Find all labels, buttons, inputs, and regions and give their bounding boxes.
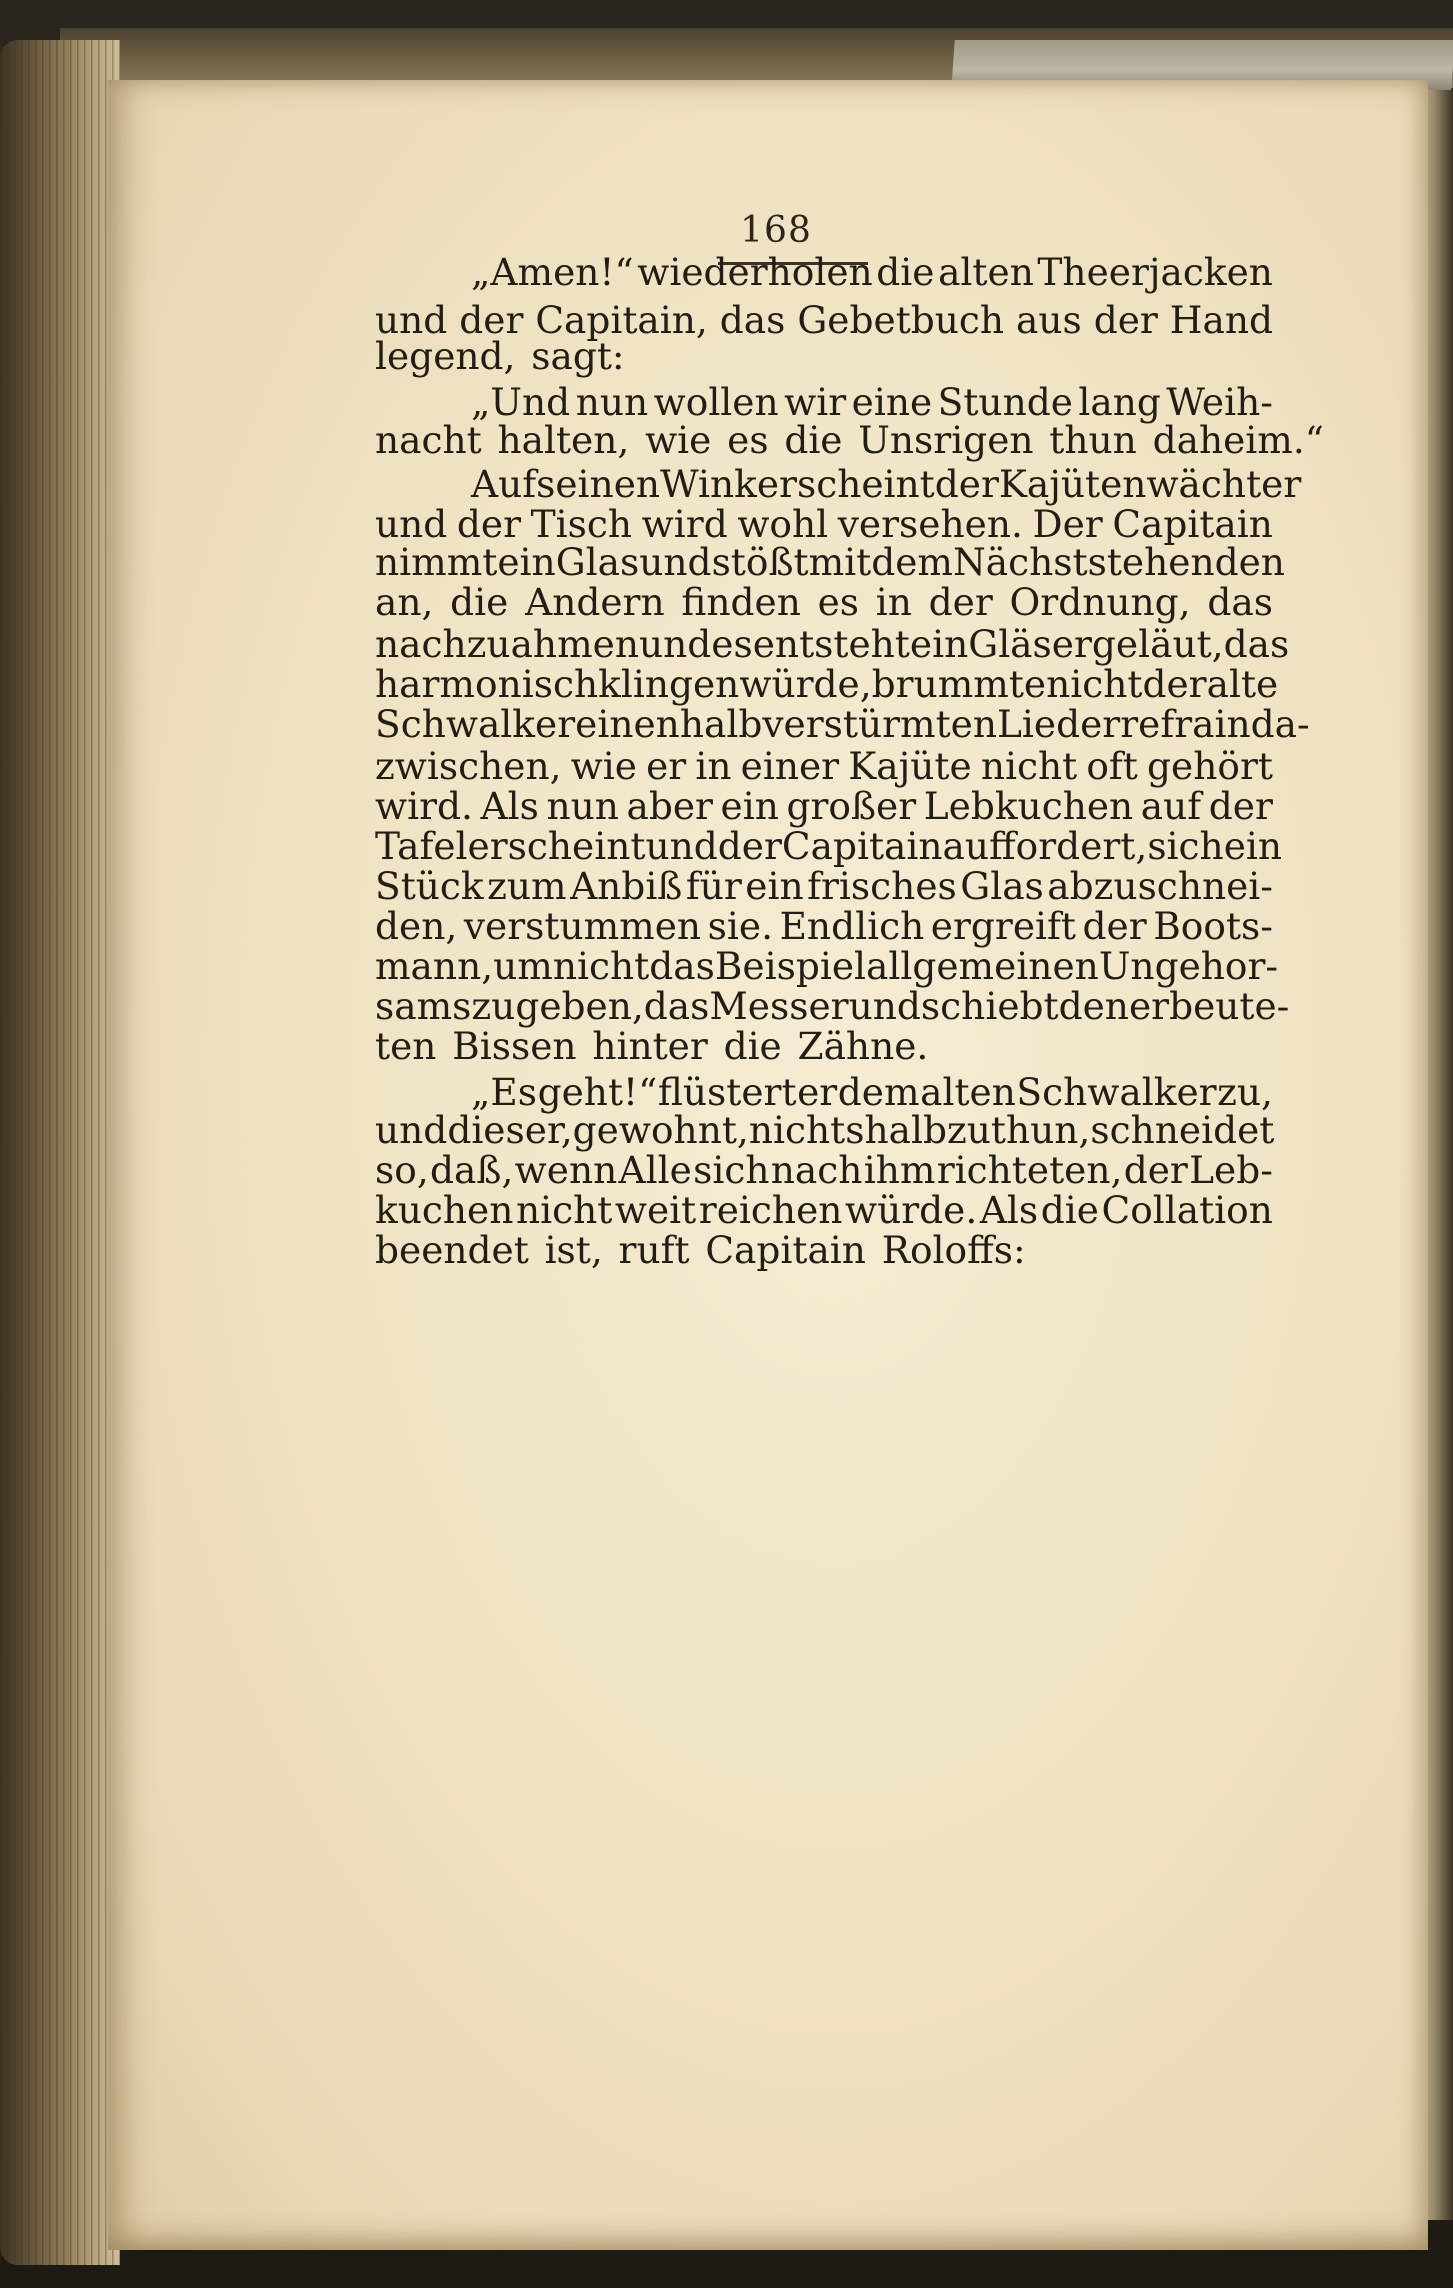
text-line — [375, 418, 1324, 462]
text-word: Capitain, — [535, 298, 708, 342]
text-word: Liederrefrain — [997, 702, 1251, 746]
text-word: wie — [570, 744, 637, 788]
text-word: Tafel — [375, 824, 468, 868]
text-word: nicht — [552, 944, 650, 988]
text-line — [375, 1230, 1273, 1270]
text-word: es — [727, 418, 769, 462]
text-word: ist, — [544, 1228, 603, 1272]
page-number: 168 — [740, 210, 812, 251]
text-word: Kajütenwächter — [998, 462, 1302, 506]
text-word: so, — [375, 1148, 429, 1192]
text-word: Capitain — [705, 1228, 866, 1272]
text-word: reichen — [698, 1188, 843, 1232]
text-word: der — [1123, 1148, 1188, 1192]
text-word: den — [1058, 984, 1129, 1028]
text-word: halten, — [497, 418, 630, 462]
text-line — [375, 944, 1279, 988]
text-word: Anbiß — [570, 864, 683, 908]
text-word: erscheint — [756, 462, 935, 506]
text-word: lang — [1078, 380, 1161, 424]
text-word: nachzuahmen — [375, 622, 639, 666]
text-word: seinen — [536, 462, 661, 506]
text-word: in — [875, 580, 912, 624]
text-word: einen — [575, 702, 680, 746]
text-word: würde, — [739, 662, 872, 706]
text-word: alten — [938, 250, 1034, 294]
text-line — [375, 906, 1273, 946]
text-line — [375, 746, 1273, 786]
text-word: allgemeinen — [866, 944, 1099, 988]
text-word: flüstert — [657, 1070, 797, 1114]
text-word: Stunde — [937, 380, 1073, 424]
text-word: da- — [1250, 702, 1310, 746]
text-word: kuchen — [375, 1188, 514, 1232]
text-line — [375, 622, 1290, 666]
text-word: in — [695, 744, 732, 788]
text-line — [375, 702, 1310, 746]
text-line — [375, 1110, 1273, 1150]
text-word: ihm — [863, 1148, 936, 1192]
text-word: würde. — [844, 1188, 978, 1232]
text-line — [375, 662, 1279, 706]
text-word: Gebetbuch — [797, 298, 1005, 342]
text-word: die — [876, 250, 935, 294]
text-word: Schwalker — [1016, 1070, 1217, 1114]
text-word: Glas — [960, 864, 1044, 908]
text-word: harmonisch — [375, 662, 599, 706]
text-word: brummte — [871, 662, 1047, 706]
text-word: ein — [1223, 824, 1283, 868]
text-line — [375, 336, 1273, 376]
text-word: Boots- — [1153, 904, 1273, 948]
text-word: Unsrigen — [858, 418, 1034, 462]
text-word: der — [459, 298, 524, 342]
text-word: Capitain — [1112, 502, 1273, 546]
text-word: der — [1082, 904, 1147, 948]
text-word: auf — [1140, 784, 1202, 828]
text-word: der — [717, 824, 782, 868]
text-word: Kajüte — [848, 744, 972, 788]
text-word: halb — [864, 1108, 947, 1152]
text-word: Lebkuchen — [923, 784, 1134, 828]
text-word: der — [1142, 662, 1207, 706]
text-line — [375, 462, 1302, 506]
text-word: Weih- — [1166, 380, 1273, 424]
text-line — [375, 382, 1273, 422]
text-word: Nächststehenden — [952, 540, 1285, 584]
text-word: ten — [375, 1024, 437, 1068]
text-word: Wink — [660, 462, 757, 506]
text-word: wohl — [737, 502, 829, 546]
text-word: es — [711, 622, 753, 666]
text-word: wie — [645, 418, 712, 462]
text-word: an, — [375, 580, 434, 624]
text-word: nicht — [515, 1188, 613, 1232]
text-word: er — [797, 1070, 838, 1114]
text-word: dem — [837, 1070, 920, 1114]
text-line — [375, 582, 1273, 622]
text-word: finden — [681, 580, 801, 624]
text-word: um — [493, 944, 553, 988]
text-line — [375, 984, 1290, 1028]
text-word: schiebt — [920, 984, 1059, 1028]
text-line — [375, 1026, 1273, 1066]
text-word: wenn — [514, 1148, 618, 1192]
text-word: Capitain — [781, 824, 943, 868]
text-word: sich — [693, 1148, 770, 1192]
text-word: ein — [909, 622, 969, 666]
text-word: der — [934, 462, 999, 506]
text-word: wird — [641, 502, 728, 546]
text-word: nichts — [748, 1108, 865, 1152]
text-word: halbverstürmten — [679, 702, 998, 746]
text-word: die — [450, 580, 509, 624]
text-word: Gläsergeläut, — [968, 622, 1224, 666]
text-word: zu, — [1217, 1070, 1273, 1114]
text-word: der — [456, 502, 522, 546]
text-word: hinter — [592, 1024, 708, 1068]
text-word: sich — [1147, 824, 1224, 868]
text-word: Andern — [525, 580, 665, 624]
text-line — [375, 1190, 1273, 1230]
text-word: Ungehor- — [1098, 944, 1279, 988]
text-word: weit — [614, 1188, 697, 1232]
text-word: mann, — [375, 944, 494, 988]
text-word: der — [928, 580, 993, 624]
text-word: das — [719, 298, 786, 342]
text-word: thun — [1049, 418, 1137, 462]
text-word: sagt: — [531, 334, 625, 378]
text-word: ergreift — [930, 904, 1076, 948]
text-word: gehört — [1147, 744, 1273, 788]
text-word: legend, — [375, 334, 516, 378]
text-word: nach — [770, 1148, 863, 1192]
text-word: er — [646, 744, 687, 788]
text-word: ein — [720, 784, 779, 828]
text-word: dieser, — [447, 1108, 573, 1152]
text-word: und — [375, 502, 448, 546]
text-word: nicht — [980, 744, 1078, 788]
text-word: Als — [979, 1188, 1039, 1232]
text-word: wird. — [375, 784, 473, 828]
text-line — [375, 540, 1285, 584]
text-word: und — [645, 824, 718, 868]
text-word: den, — [375, 904, 458, 948]
text-word: versehen. — [837, 502, 1023, 546]
text-word: stößt — [711, 540, 809, 584]
text-word: Hand — [1169, 298, 1273, 342]
text-line — [375, 1150, 1273, 1190]
text-word: schneidet — [1090, 1108, 1275, 1152]
text-word: zwischen, — [375, 744, 562, 788]
text-word: wiederholen — [637, 250, 873, 294]
text-word: und — [375, 1108, 448, 1152]
text-word: nun — [546, 784, 619, 828]
text-word: Auf — [471, 462, 537, 506]
text-word: frisches — [807, 864, 957, 908]
text-word: der — [1208, 784, 1273, 828]
text-word: „Und — [471, 380, 571, 424]
text-word: wir — [784, 380, 847, 424]
text-word: Glas — [555, 540, 640, 584]
text-word: nimmt — [375, 540, 498, 584]
text-word: geht!“ — [537, 1070, 658, 1114]
text-word: Zähne. — [797, 1024, 929, 1068]
text-word: eine — [851, 380, 933, 424]
text-word: das — [649, 944, 715, 988]
text-word: ruft — [618, 1228, 690, 1272]
text-word: nicht — [1046, 662, 1143, 706]
text-word: nun — [575, 380, 649, 424]
text-word: „Amen!“ — [471, 250, 634, 294]
text-word: oft — [1086, 744, 1138, 788]
text-word: aber — [626, 784, 713, 828]
text-word: wollen — [653, 380, 779, 424]
text-line — [375, 504, 1273, 544]
text-word: sams — [375, 984, 472, 1028]
text-word: verstummen — [463, 904, 702, 948]
text-word: entsteht — [752, 622, 910, 666]
text-word: Theerjacken — [1037, 250, 1273, 294]
text-word: das — [643, 984, 710, 1028]
text-line — [375, 824, 1283, 868]
text-word: und — [639, 540, 712, 584]
text-word: Ordnung, — [1009, 580, 1191, 624]
book-spine-edge — [0, 40, 120, 2265]
text-word: Beispiel — [714, 944, 867, 988]
text-word: Messer — [709, 984, 849, 1028]
text-word: ein — [497, 540, 556, 584]
text-word: Endlich — [779, 904, 925, 948]
text-word: sie. — [707, 904, 773, 948]
text-word: die — [1040, 1188, 1099, 1232]
text-word: ein — [745, 864, 804, 908]
text-word: thun, — [990, 1108, 1091, 1152]
text-word: Schwalker — [375, 702, 576, 746]
text-word: richteten, — [936, 1148, 1123, 1192]
text-word: großer — [786, 784, 917, 828]
text-word: es — [817, 580, 860, 624]
text-word: Collation — [1101, 1188, 1273, 1232]
text-word: zu — [946, 1108, 991, 1152]
text-word: zum — [487, 864, 567, 908]
text-word: einer — [740, 744, 840, 788]
text-line — [375, 252, 1273, 292]
text-word: Leb- — [1189, 1148, 1273, 1192]
text-word: zu — [471, 984, 516, 1028]
text-line — [375, 866, 1273, 906]
text-word: das — [1223, 622, 1290, 666]
text-word: dem — [871, 540, 953, 584]
text-word: Tisch — [530, 502, 633, 546]
text-word: mit — [808, 540, 872, 584]
text-word: klingen — [598, 662, 740, 706]
text-word: Bissen — [452, 1024, 577, 1068]
text-word: abzuschnei- — [1047, 864, 1273, 908]
text-word: und — [848, 984, 921, 1028]
text-word: die — [784, 418, 843, 462]
text-word: die — [723, 1024, 782, 1068]
text-line — [375, 1072, 1273, 1112]
text-word: für — [685, 864, 742, 908]
text-word: gewohnt, — [572, 1108, 749, 1152]
text-word: auffordert, — [942, 824, 1148, 868]
text-word: daheim.“ — [1152, 418, 1324, 462]
text-line — [375, 786, 1273, 826]
text-word: alten — [920, 1070, 1016, 1114]
text-word: und — [638, 622, 712, 666]
text-word: nacht — [375, 418, 482, 462]
text-word: aus — [1016, 298, 1082, 342]
text-word: das — [1207, 580, 1273, 624]
text-word: „Es — [471, 1070, 538, 1114]
text-word: erbeute- — [1128, 984, 1290, 1028]
text-word: alte — [1206, 662, 1279, 706]
text-word: Alle — [618, 1148, 692, 1192]
text-word: daß, — [430, 1148, 514, 1192]
text-word: Stück — [375, 864, 484, 908]
text-word: erscheint — [467, 824, 646, 868]
text-word: geben, — [515, 984, 644, 1028]
text-word: der — [1093, 298, 1158, 342]
text-word: Der — [1032, 502, 1103, 546]
text-word: und — [375, 298, 448, 342]
text-word: Roloffs: — [881, 1228, 1026, 1272]
text-word: Als — [480, 784, 539, 828]
text-word: beendet — [375, 1228, 529, 1272]
